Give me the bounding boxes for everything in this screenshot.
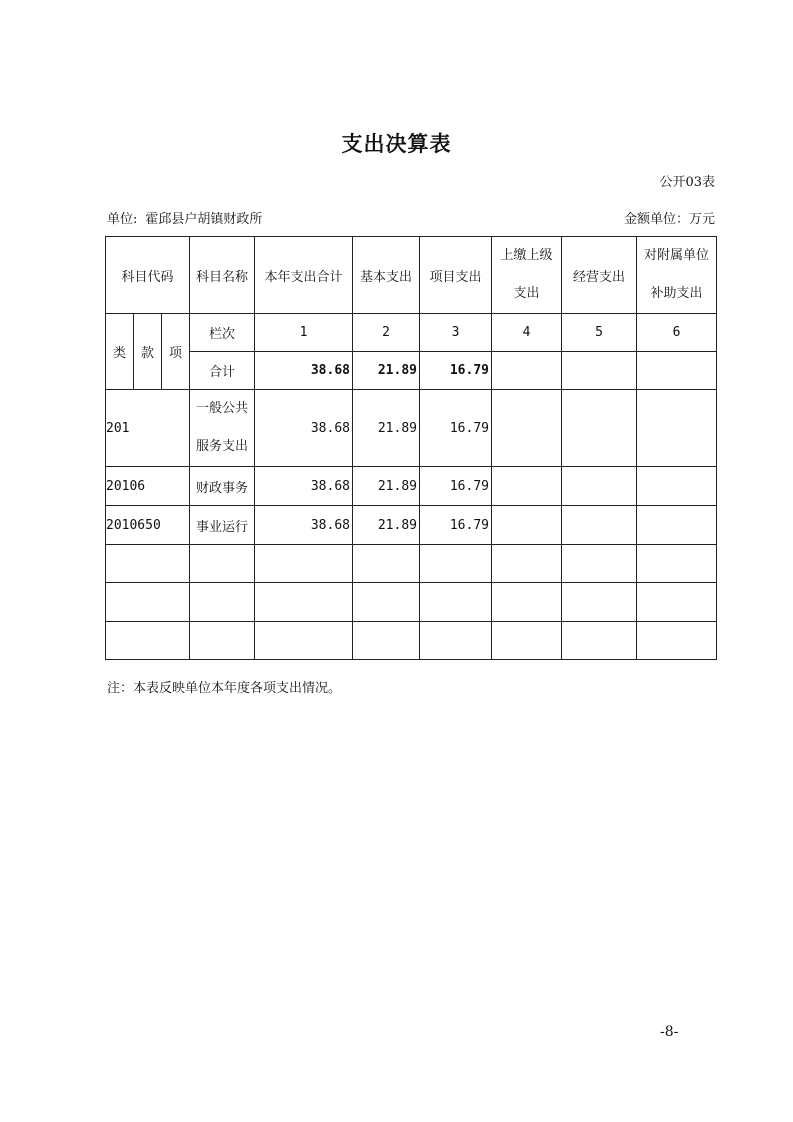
column-index: 3 <box>420 314 492 352</box>
header-kuan: 款 <box>134 314 162 390</box>
column-index-row <box>106 314 717 352</box>
column-index: 5 <box>562 314 637 352</box>
row-code: 201 <box>106 390 190 467</box>
row-name: 财政事务 <box>190 467 255 506</box>
row-basic: 21.89 <box>353 390 420 467</box>
header-subsidy-line2: 补助支出 <box>650 286 703 301</box>
form-number: 公开03表 <box>659 175 715 190</box>
row-name: 事业运行 <box>190 506 255 545</box>
column-index-label: 栏次 <box>190 314 255 352</box>
row-code: 20106 <box>106 467 190 506</box>
total-amount: 38.68 <box>255 352 353 390</box>
expenditure-table <box>105 236 717 660</box>
header-business: 经营支出 <box>562 237 637 314</box>
row-total: 38.68 <box>255 467 353 506</box>
empty-row <box>106 583 717 622</box>
column-index: 4 <box>492 314 562 352</box>
row-project: 16.79 <box>420 506 492 545</box>
row-basic: 21.89 <box>353 506 420 545</box>
row-name <box>190 390 255 467</box>
page-title: 支出决算表 <box>341 132 452 156</box>
table-note: 注：本表反映单位本年度各项支出情况。 <box>107 681 342 696</box>
row-project: 16.79 <box>420 390 492 467</box>
table-row <box>106 506 717 545</box>
row-total: 38.68 <box>255 506 353 545</box>
amount-unit: 金额单位：万元 <box>623 212 715 227</box>
total-project: 16.79 <box>420 352 492 390</box>
total-label: 合计 <box>190 352 255 390</box>
table-row <box>106 467 717 506</box>
header-total: 本年支出合计 <box>255 237 353 314</box>
row-total: 38.68 <box>255 390 353 467</box>
page-number: -8- <box>660 1024 679 1040</box>
header-project: 项目支出 <box>420 237 492 314</box>
column-index: 1 <box>255 314 353 352</box>
empty-row <box>106 545 717 583</box>
header-subject-code: 科目代码 <box>106 237 190 314</box>
empty-row <box>106 622 717 660</box>
row-name-line1: 一般公共 <box>195 401 248 416</box>
header-subsidy-line1: 对附属单位 <box>643 248 709 263</box>
header-subsidy <box>637 237 717 314</box>
unit-label: 单位: <box>107 212 138 227</box>
row-project: 16.79 <box>420 467 492 506</box>
row-basic: 21.89 <box>353 467 420 506</box>
column-index: 2 <box>353 314 420 352</box>
header-lei: 类 <box>106 314 134 390</box>
row-code: 2010650 <box>106 506 190 545</box>
header-subject-name: 科目名称 <box>190 237 255 314</box>
total-basic: 21.89 <box>353 352 420 390</box>
unit-name: 霍邱县户胡镇财政所 <box>145 212 263 227</box>
header-upper-line1: 上缴上级 <box>500 248 553 263</box>
row-name-line2: 服务支出 <box>195 439 248 454</box>
header-upper-line2: 支出 <box>513 286 540 301</box>
header-xiang: 项 <box>162 314 190 390</box>
header-row <box>106 237 717 314</box>
table-row <box>106 390 717 467</box>
header-upper <box>492 237 562 314</box>
column-index: 6 <box>637 314 717 352</box>
header-basic: 基本支出 <box>353 237 420 314</box>
unit-line <box>107 208 262 227</box>
total-row <box>106 352 717 390</box>
